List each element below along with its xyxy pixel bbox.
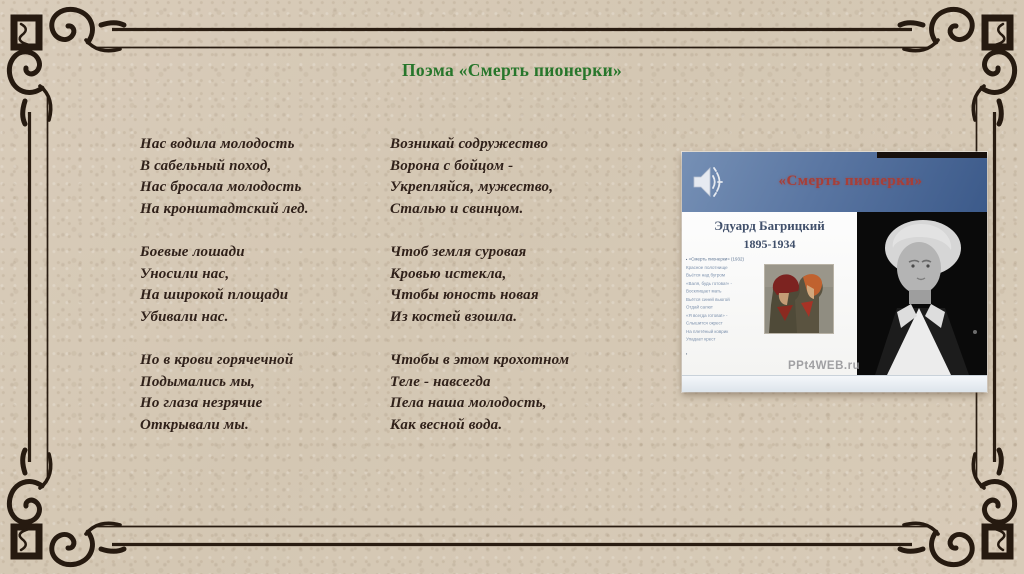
slide-title: Поэма «Смерть пионерки» xyxy=(401,60,623,80)
poem-column-right xyxy=(390,134,569,458)
poem-line: В сабельный поход, xyxy=(140,157,272,174)
video-title: «Смерть пионерки» xyxy=(778,173,923,189)
video-thumbnail[interactable] xyxy=(682,152,987,392)
poem-line: Возникай содружество xyxy=(390,136,549,152)
poem-line: Пела наша молодость, xyxy=(390,395,547,411)
poem-line: Сталью и свинцом. xyxy=(390,200,524,217)
bullet-line: Восклицает мать xyxy=(686,289,722,294)
stanza xyxy=(140,134,309,220)
bullet-line: «Валя, будь готова!» - xyxy=(686,281,732,286)
presenter-name: Эдуард Багрицкий xyxy=(714,218,825,233)
video-slide-area xyxy=(682,212,987,375)
bullet-line: Упадает крест xyxy=(686,337,716,342)
pioneers-painting-image xyxy=(765,265,833,333)
video-footer-strip xyxy=(682,375,987,392)
poem-line: Боевые лошади xyxy=(140,244,245,260)
watermark: PPt4WEB.ru xyxy=(788,360,861,372)
bullet-line: Отдай салют xyxy=(686,305,713,310)
speaker-icon[interactable] xyxy=(691,165,723,199)
poem-line: Но в крови горячечной xyxy=(140,352,294,368)
poem-line: Чтобы в этом крохотном xyxy=(390,352,570,368)
stanza xyxy=(140,242,309,328)
poem-line: Кровью истекла, xyxy=(390,265,507,282)
bullet-line: «Я всегда готова!» - xyxy=(686,313,728,318)
stanza xyxy=(390,242,569,328)
bullet-line: На плетёный коврик xyxy=(686,329,729,334)
poem-line: Из костей взошла. xyxy=(390,308,518,325)
woman-photo-image xyxy=(857,212,987,375)
poem-line: Но глаза незрячие xyxy=(140,395,263,411)
poem-column-left xyxy=(140,134,309,458)
bullet-line: Красное полотнище xyxy=(686,265,728,270)
poem-line: Ворона с бойцом - xyxy=(390,157,514,174)
bullet-marker: ▪ xyxy=(686,257,688,262)
stanza xyxy=(390,350,569,436)
bullet-line: Слышится окрест xyxy=(686,321,723,326)
trailing-bullet: ▪ xyxy=(686,352,688,357)
poem-line: Как весной вода. xyxy=(390,416,503,433)
bullet-line: Вьётся синей вьюгой xyxy=(686,297,730,302)
poem-line: На кронштадтский лед. xyxy=(140,200,309,217)
poem-line: Нас бросала молодость xyxy=(140,179,302,195)
poem-line: Нас водила молодость xyxy=(140,136,295,152)
video-header xyxy=(682,152,987,212)
poem-line: Открывали мы. xyxy=(140,416,249,433)
poem-line: Укрепляйся, мужество, xyxy=(390,179,554,195)
bullet-line: «Смерть пионерки» (1932) xyxy=(688,257,744,262)
poem-line: Уносили нас, xyxy=(140,265,230,282)
inner-slide xyxy=(682,212,857,375)
poem-line: Теле - навсегда xyxy=(390,373,491,390)
video-dark-strip xyxy=(877,152,987,158)
poem-line: Чтоб земля суровая xyxy=(390,244,527,260)
poem-line: Чтобы юность новая xyxy=(390,287,539,303)
poem-line: Подымались мы, xyxy=(140,373,256,390)
poem-line: На широкой площади xyxy=(140,287,289,303)
stanza xyxy=(140,350,309,436)
poem-line: Убивали нас. xyxy=(140,308,229,325)
stanza xyxy=(390,134,569,220)
presenter-years: 1895-1934 xyxy=(743,237,796,251)
bullet-line: Вьётся над бугром xyxy=(686,273,725,278)
bullet-list xyxy=(686,256,764,358)
